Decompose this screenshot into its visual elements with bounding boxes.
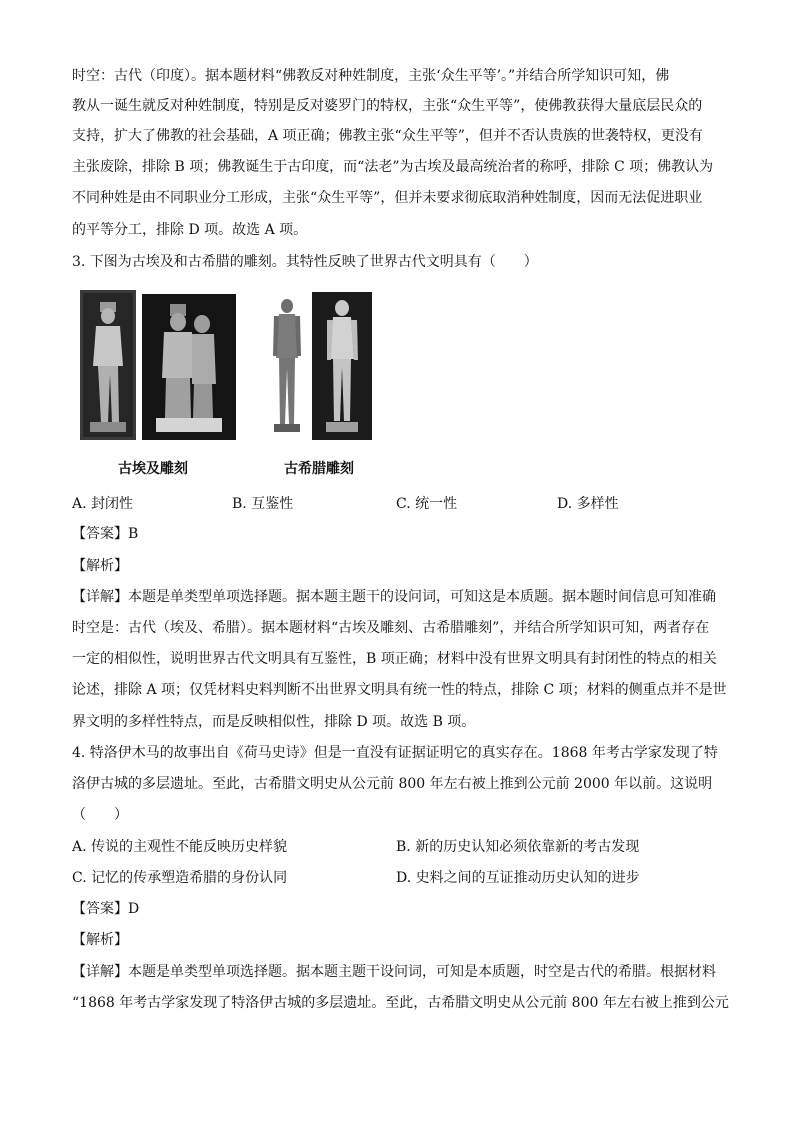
q4-analysis-title: 【解析】	[72, 932, 128, 948]
q3-option-d: D. 多样性	[557, 496, 619, 512]
q3-detail-line-1: 【详解】本题是单类型单项选择题。据本题主题干的设问词，可知这是本质题。据本题时间信息可知准确	[72, 589, 716, 605]
egypt-statue-photo-2	[142, 294, 236, 440]
q4-stem-line-2: 洛伊古城的多层遗址。至此，古希腊文明史从公元前 800 年左右被上推到公元前 2000 年以前。这说明	[72, 776, 713, 792]
sculpture-figure	[80, 290, 380, 480]
q3-option-a: A. 封闭性	[72, 496, 134, 512]
q4-stem-line-3: （ ）	[72, 807, 128, 823]
q3-option-c: C. 统一性	[396, 496, 458, 512]
q3-answer: 【答案】B	[72, 526, 139, 542]
q4-detail-line-1: 【详解】本题是单类型单项选择题。据本题主题干设问词，可知是本质题，时空是古代的希腊。根据材料	[72, 964, 716, 980]
q4-answer: 【答案】D	[72, 901, 140, 917]
q3-stem: 3. 下图为古埃及和古希腊的雕刻。其特性反映了世界古代文明具有（ ）	[72, 254, 538, 270]
q4-option-a: A. 传说的主观性不能反映历史样貌	[72, 839, 288, 855]
para1-line-6: 的平等分工，排除 D 项。故选 A 项。	[72, 222, 308, 238]
para1-line-1: 时空：古代（印度）。据本题材料“佛教反对种姓制度，主张‘众生平等’。”并结合所学知识可知，佛	[72, 68, 670, 84]
q4-option-b: B. 新的历史认知必须依靠新的考古发现	[396, 839, 640, 855]
q3-detail-line-3: 一定的相似性，说明世界古代文明具有互鉴性，B 项正确；材料中没有世界文明具有封闭性的特点的相关	[72, 651, 717, 667]
q3-detail-line-4: 论述，排除 A 项；仅凭材料史料判断不出世界文明具有统一性的特点，排除 C 项；材料的侧重点并不是世	[72, 682, 727, 698]
greece-statue-photo-1	[268, 292, 306, 440]
q4-option-c: C. 记忆的传承塑造希腊的身份认同	[72, 870, 288, 886]
q4-option-d: D. 史料之间的互证推动历史认知的进步	[396, 870, 640, 886]
q4-detail-line-2: “1868 年考古学家发现了特洛伊古城的多层遗址。至此，古希腊文明史从公元前 800 年左右被上推到公元	[72, 995, 729, 1011]
q3-detail-line-2: 时空是：古代（埃及、希腊）。据本题材料“古埃及雕刻、古希腊雕刻”，并结合所学知识可知，两者存在	[72, 620, 710, 636]
q3-option-b: B. 互鉴性	[232, 496, 294, 512]
q4-stem-line-1: 4. 特洛伊木马的故事出自《荷马史诗》但是一直没有证据证明它的真实存在。1868 年考古学家发现了特	[72, 745, 718, 761]
para1-line-2: 教从一诞生就反对种姓制度，特别是反对婆罗门的特权，主张“众生平等”，使佛教获得大量底层民众的	[72, 98, 703, 114]
para1-line-4: 主张废除，排除 B 项；佛教诞生于古印度，而“法老”为古埃及最高统治者的称呼，排除 C 项；佛教认为	[72, 159, 714, 175]
caption-greece: 古希腊雕刻	[284, 461, 354, 477]
egypt-statue-photo-1	[80, 290, 136, 440]
para1-line-5: 不同种姓是由不同职业分工形成，主张“众生平等”，但并未要求彻底取消种姓制度，因而无法促进职业	[72, 190, 703, 206]
caption-egypt: 古埃及雕刻	[118, 461, 188, 477]
para1-line-3: 支持，扩大了佛教的社会基础，A 项正确；佛教主张“众生平等”，但并不否认贵族的世袭特权，更没有	[72, 128, 703, 144]
q3-analysis-title: 【解析】	[72, 558, 128, 574]
q3-detail-line-5: 界文明的多样性特点，而是反映相似性，排除 D 项。故选 B 项。	[72, 714, 476, 730]
greece-statue-photo-2	[312, 292, 372, 440]
